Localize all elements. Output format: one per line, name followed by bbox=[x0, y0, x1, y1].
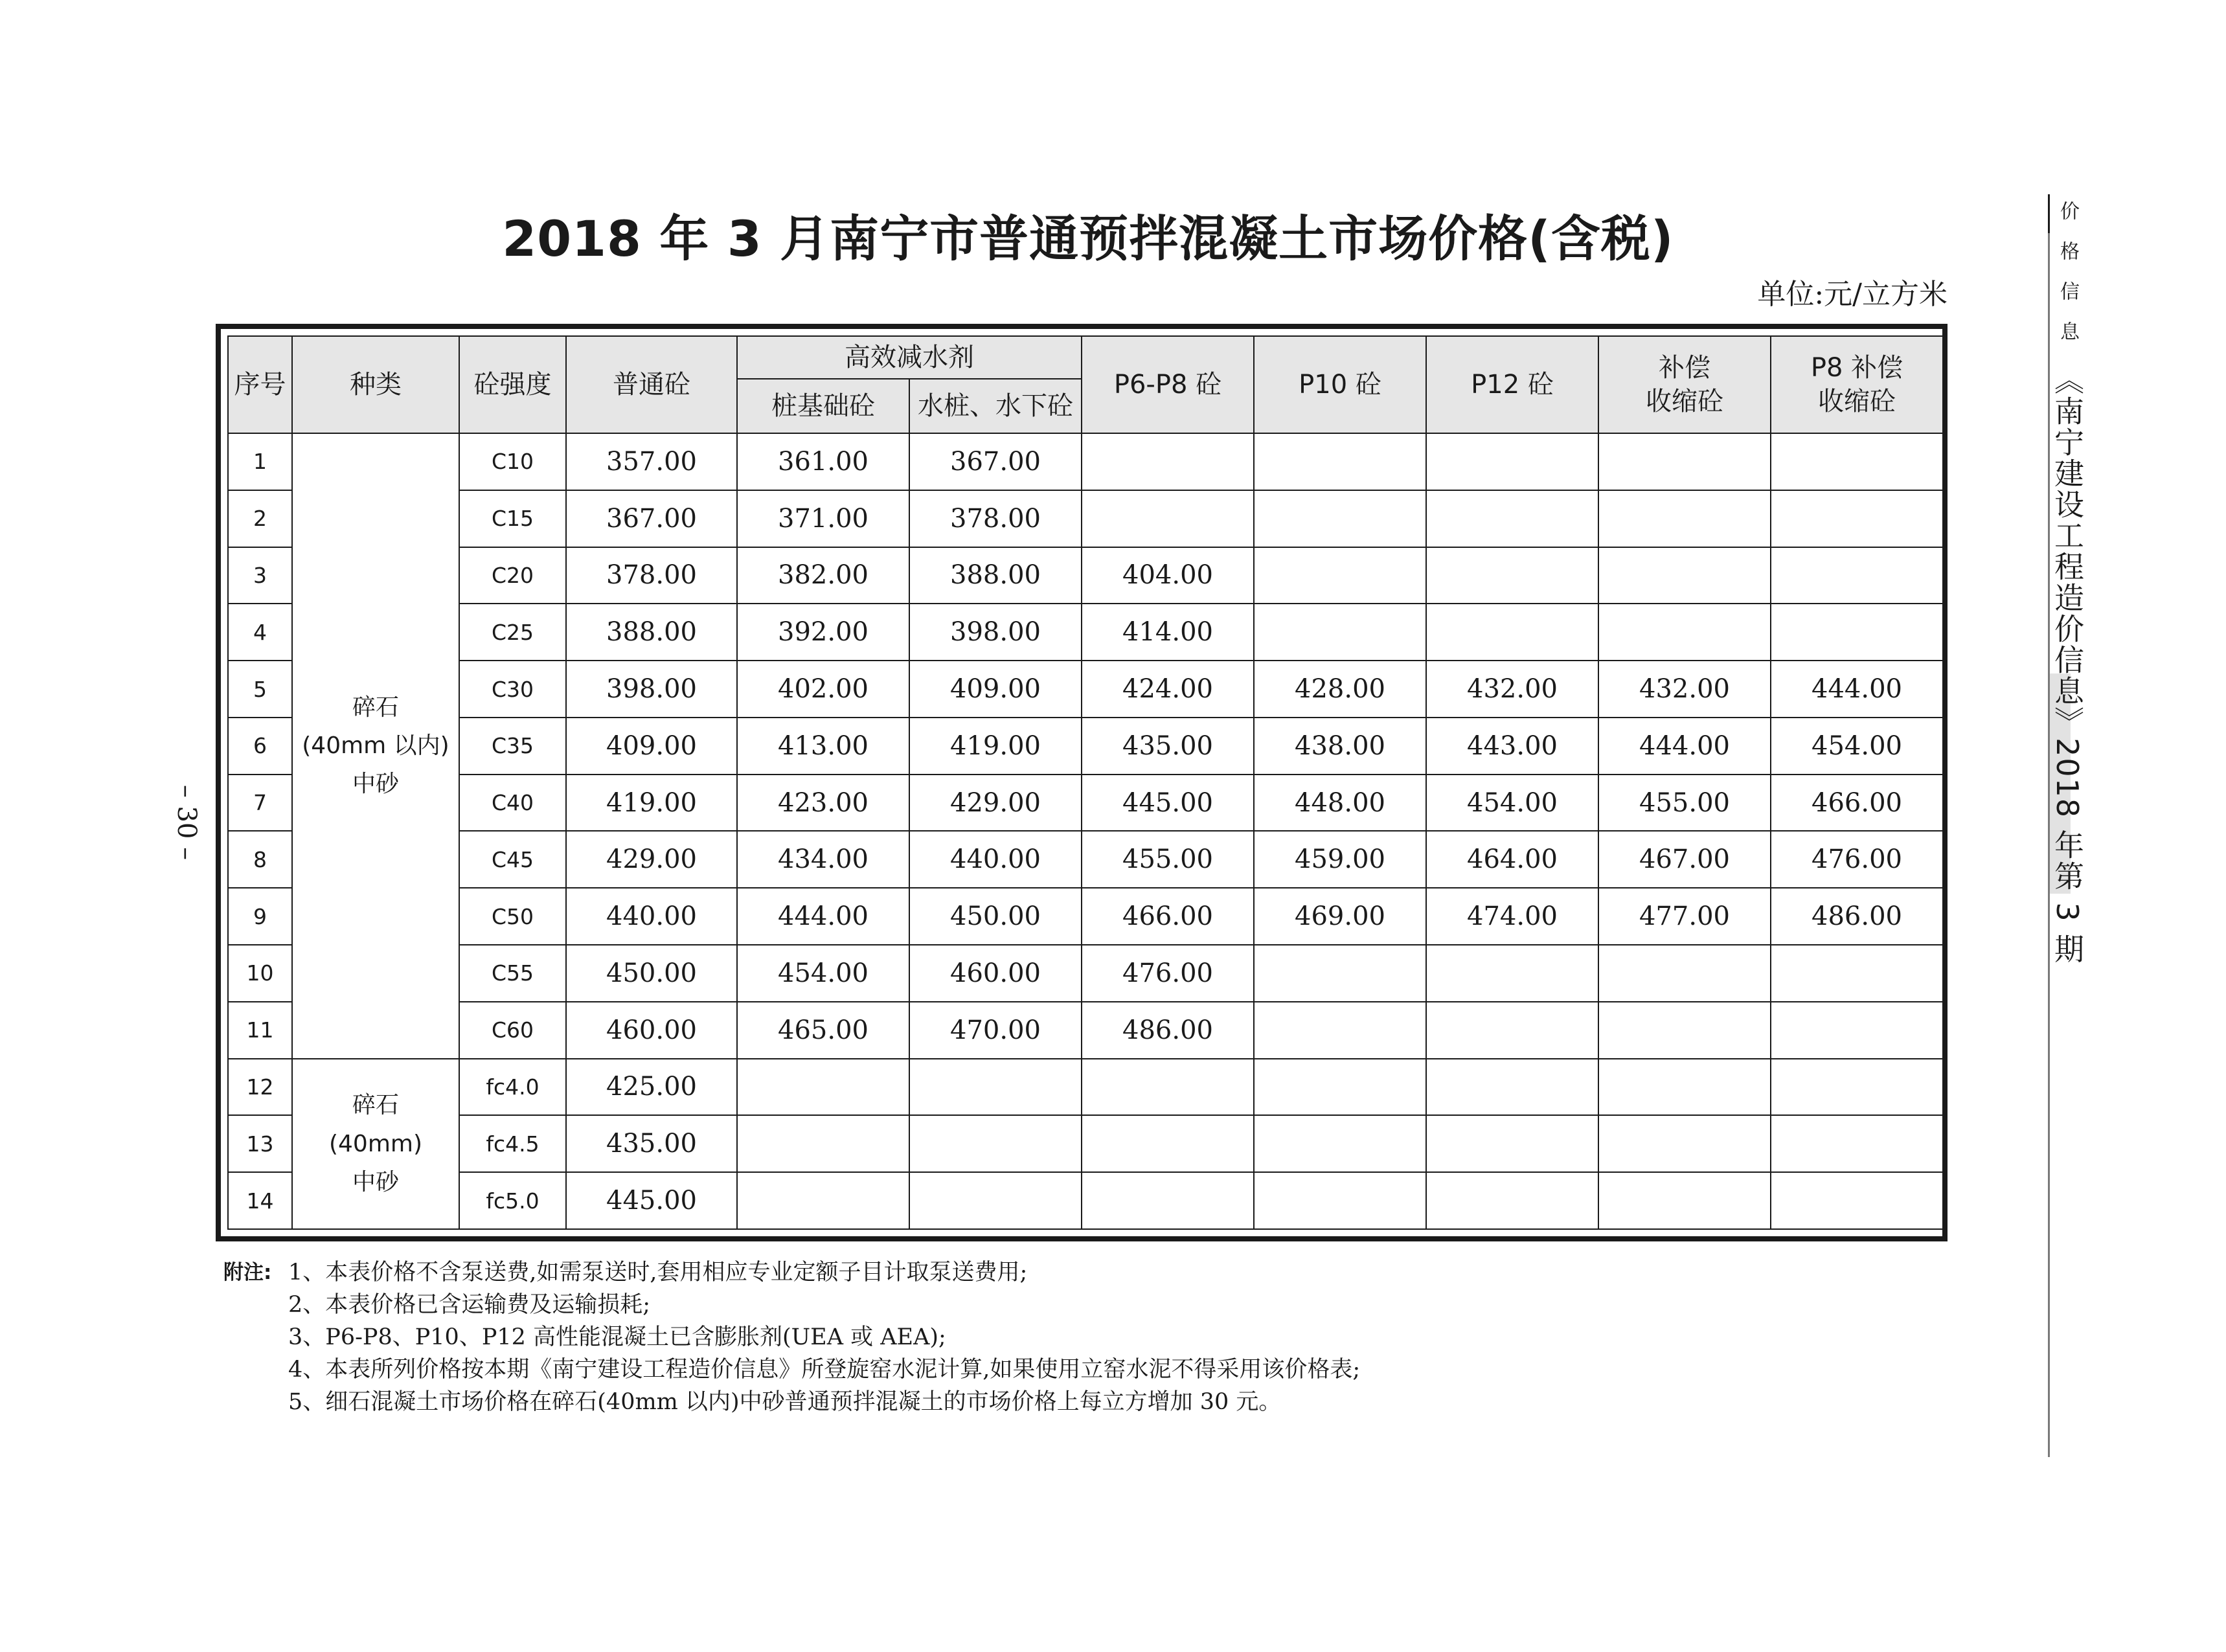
page-title: 2018 年 3 月南宁市普通预拌混凝土市场价格(含税) bbox=[502, 210, 1674, 267]
header-pile-foundation: 桩基础砼 bbox=[737, 379, 909, 433]
table-row bbox=[228, 604, 1943, 661]
cell-p8-comp bbox=[1771, 1059, 1943, 1116]
cell-p8-comp: 476.00 bbox=[1771, 831, 1943, 888]
header-seq: 序号 bbox=[228, 336, 292, 433]
header-grade: 砼强度 bbox=[459, 336, 566, 433]
cell-p12 bbox=[1426, 433, 1598, 490]
cell-pile-underwater: 450.00 bbox=[909, 888, 1082, 945]
table-row bbox=[228, 888, 1943, 945]
header-normal: 普通砼 bbox=[566, 336, 737, 433]
cell-grade: C50 bbox=[459, 888, 566, 945]
notes-label: 附注: bbox=[223, 1261, 272, 1284]
cell-seq: 9 bbox=[228, 888, 292, 945]
cell-p10 bbox=[1254, 547, 1426, 604]
table-row bbox=[228, 490, 1943, 547]
cell-p6p8 bbox=[1082, 490, 1254, 547]
note-row bbox=[223, 1386, 1972, 1418]
cell-comp-shrink bbox=[1598, 945, 1771, 1002]
note-row bbox=[223, 1321, 1972, 1353]
kind-line: (40mm 以内) bbox=[302, 732, 449, 760]
cell-p12: 443.00 bbox=[1426, 718, 1598, 775]
cell-comp-shrink: 432.00 bbox=[1598, 661, 1771, 718]
cell-p6p8 bbox=[1082, 1172, 1254, 1229]
cell-seq: 1 bbox=[228, 433, 292, 490]
cell-grade: C35 bbox=[459, 718, 566, 775]
cell-comp-shrink bbox=[1598, 1172, 1771, 1229]
cell-grade: C60 bbox=[459, 1002, 566, 1059]
cell-pile-foundation: 382.00 bbox=[737, 547, 909, 604]
cell-p6p8: 424.00 bbox=[1082, 661, 1254, 718]
note-item: 1、本表价格不含泵送费,如需泵送时,套用相应专业定额子目计取泵送费用; bbox=[288, 1260, 1028, 1285]
cell-p12: 464.00 bbox=[1426, 831, 1598, 888]
cell-pile-foundation: 423.00 bbox=[737, 775, 909, 832]
header-row bbox=[228, 336, 1943, 379]
cell-comp-shrink bbox=[1598, 1002, 1771, 1059]
cell-p10 bbox=[1254, 1115, 1426, 1172]
header-p10: P10 砼 bbox=[1254, 336, 1426, 433]
cell-comp-shrink: 444.00 bbox=[1598, 718, 1771, 775]
cell-normal: 419.00 bbox=[566, 775, 737, 832]
cell-grade: C30 bbox=[459, 661, 566, 718]
cell-normal: 388.00 bbox=[566, 604, 737, 661]
cell-normal: 425.00 bbox=[566, 1059, 737, 1116]
header-kind: 种类 bbox=[292, 336, 459, 433]
cell-grade: C45 bbox=[459, 831, 566, 888]
cell-seq: 11 bbox=[228, 1002, 292, 1059]
header-superplasticizer: 高效减水剂 bbox=[737, 336, 1082, 379]
cell-pile-underwater: 388.00 bbox=[909, 547, 1082, 604]
cell-comp-shrink bbox=[1598, 604, 1771, 661]
cell-p6p8: 445.00 bbox=[1082, 775, 1254, 832]
cell-p12 bbox=[1426, 604, 1598, 661]
cell-pile-underwater: 409.00 bbox=[909, 661, 1082, 718]
cell-normal: 460.00 bbox=[566, 1002, 737, 1059]
cell-pile-foundation: 465.00 bbox=[737, 1002, 909, 1059]
header-comp-shrink-line2: 收缩砼 bbox=[1646, 387, 1723, 416]
cell-normal: 429.00 bbox=[566, 831, 737, 888]
cell-seq: 12 bbox=[228, 1059, 292, 1116]
cell-p10: 438.00 bbox=[1254, 718, 1426, 775]
cell-grade: fc4.5 bbox=[459, 1115, 566, 1172]
sidebar-running-header bbox=[2050, 201, 2089, 965]
cell-pile-foundation: 402.00 bbox=[737, 661, 909, 718]
cell-pile-foundation: 434.00 bbox=[737, 831, 909, 888]
cell-p10 bbox=[1254, 1002, 1426, 1059]
header-p12: P12 砼 bbox=[1426, 336, 1598, 433]
cell-p8-comp bbox=[1771, 490, 1943, 547]
cell-p8-comp: 486.00 bbox=[1771, 888, 1943, 945]
kind-line: 碎石 bbox=[352, 694, 399, 721]
page-number-text: – 30 – bbox=[172, 784, 202, 861]
cell-pile-underwater bbox=[909, 1115, 1082, 1172]
cell-p8-comp: 466.00 bbox=[1771, 775, 1943, 832]
note-item: 4、本表所列价格按本期《南宁建设工程造价信息》所登旋窑水泥计算,如果使用立窑水泥不得采用该价格表; bbox=[288, 1357, 1361, 1383]
table-row bbox=[228, 1172, 1943, 1229]
cell-p8-comp bbox=[1771, 1002, 1943, 1059]
cell-seq: 14 bbox=[228, 1172, 292, 1229]
table-row bbox=[228, 433, 1943, 490]
cell-pile-foundation bbox=[737, 1059, 909, 1116]
table-row bbox=[228, 547, 1943, 604]
price-table-frame bbox=[216, 324, 1948, 1241]
cell-p6p8: 486.00 bbox=[1082, 1002, 1254, 1059]
cell-p6p8: 414.00 bbox=[1082, 604, 1254, 661]
cell-p12 bbox=[1426, 490, 1598, 547]
cell-seq: 3 bbox=[228, 547, 292, 604]
table-body bbox=[228, 433, 1943, 1229]
cell-comp-shrink bbox=[1598, 547, 1771, 604]
cell-kind bbox=[292, 1059, 459, 1229]
cell-p6p8 bbox=[1082, 1115, 1254, 1172]
table-row bbox=[228, 775, 1943, 832]
cell-p12 bbox=[1426, 547, 1598, 604]
cell-p6p8: 476.00 bbox=[1082, 945, 1254, 1002]
cell-comp-shrink bbox=[1598, 433, 1771, 490]
kind-line: 碎石 bbox=[352, 1092, 399, 1119]
cell-pile-underwater bbox=[909, 1172, 1082, 1229]
header-pile-underwater: 水桩、水下砼 bbox=[909, 379, 1082, 433]
cell-p12: 432.00 bbox=[1426, 661, 1598, 718]
cell-p12 bbox=[1426, 1115, 1598, 1172]
cell-comp-shrink bbox=[1598, 490, 1771, 547]
cell-p10 bbox=[1254, 490, 1426, 547]
cell-comp-shrink: 455.00 bbox=[1598, 775, 1771, 832]
cell-grade: C10 bbox=[459, 433, 566, 490]
cell-normal: 357.00 bbox=[566, 433, 737, 490]
cell-seq: 8 bbox=[228, 831, 292, 888]
cell-p10 bbox=[1254, 433, 1426, 490]
price-table bbox=[227, 335, 1944, 1230]
note-row bbox=[223, 1289, 1972, 1321]
cell-grade: C40 bbox=[459, 775, 566, 832]
cell-p8-comp bbox=[1771, 547, 1943, 604]
cell-pile-underwater: 460.00 bbox=[909, 945, 1082, 1002]
table-row bbox=[228, 1002, 1943, 1059]
sidebar-section: 价格信息 bbox=[2056, 201, 2079, 361]
cell-pile-foundation bbox=[737, 1172, 909, 1229]
cell-comp-shrink: 467.00 bbox=[1598, 831, 1771, 888]
cell-p8-comp bbox=[1771, 1172, 1943, 1229]
cell-grade: C15 bbox=[459, 490, 566, 547]
cell-p6p8: 466.00 bbox=[1082, 888, 1254, 945]
cell-pile-underwater: 419.00 bbox=[909, 718, 1082, 775]
cell-p10: 448.00 bbox=[1254, 775, 1426, 832]
cell-p10 bbox=[1254, 1172, 1426, 1229]
cell-p6p8 bbox=[1082, 433, 1254, 490]
note-row bbox=[223, 1256, 1972, 1289]
cell-p8-comp bbox=[1771, 604, 1943, 661]
note-item: 5、细石混凝土市场价格在碎石(40mm 以内)中砂普通预拌混凝土的市场价格上每立方增加 30 元。 bbox=[288, 1389, 1282, 1415]
cell-pile-foundation: 413.00 bbox=[737, 718, 909, 775]
cell-p12 bbox=[1426, 1059, 1598, 1116]
cell-seq: 7 bbox=[228, 775, 292, 832]
cell-p10 bbox=[1254, 945, 1426, 1002]
cell-p12 bbox=[1426, 1002, 1598, 1059]
header-p8-comp-line2: 收缩砼 bbox=[1818, 387, 1896, 416]
header-comp-shrink bbox=[1598, 336, 1771, 433]
cell-p6p8: 435.00 bbox=[1082, 718, 1254, 775]
cell-pile-foundation bbox=[737, 1115, 909, 1172]
cell-p10: 428.00 bbox=[1254, 661, 1426, 718]
cell-grade: C25 bbox=[459, 604, 566, 661]
note-row bbox=[223, 1353, 1972, 1386]
cell-comp-shrink bbox=[1598, 1059, 1771, 1116]
table-row bbox=[228, 661, 1943, 718]
cell-seq: 4 bbox=[228, 604, 292, 661]
cell-pile-foundation: 444.00 bbox=[737, 888, 909, 945]
notes bbox=[223, 1256, 1972, 1418]
cell-comp-shrink bbox=[1598, 1115, 1771, 1172]
cell-pile-foundation: 361.00 bbox=[737, 433, 909, 490]
page-number bbox=[154, 784, 219, 861]
cell-normal: 450.00 bbox=[566, 945, 737, 1002]
cell-p12: 474.00 bbox=[1426, 888, 1598, 945]
cell-normal: 435.00 bbox=[566, 1115, 737, 1172]
cell-normal: 440.00 bbox=[566, 888, 737, 945]
header-comp-shrink-line1: 补偿 bbox=[1659, 353, 1710, 383]
sidebar-publication: 《南宁建设工程造价信息》2018 年第 3 期 bbox=[2050, 365, 2085, 965]
kind-line: (40mm) bbox=[328, 1130, 423, 1157]
table-row bbox=[228, 831, 1943, 888]
header-p8-comp bbox=[1771, 336, 1943, 433]
kind-line: 中砂 bbox=[352, 771, 399, 798]
cell-p12 bbox=[1426, 1172, 1598, 1229]
cell-pile-underwater bbox=[909, 1059, 1082, 1116]
cell-p6p8: 455.00 bbox=[1082, 831, 1254, 888]
cell-p8-comp: 444.00 bbox=[1771, 661, 1943, 718]
table-row bbox=[228, 1059, 1943, 1116]
kind-line: 中砂 bbox=[352, 1168, 399, 1195]
cell-pile-underwater: 429.00 bbox=[909, 775, 1082, 832]
cell-grade: C55 bbox=[459, 945, 566, 1002]
cell-grade: fc5.0 bbox=[459, 1172, 566, 1229]
cell-pile-underwater: 378.00 bbox=[909, 490, 1082, 547]
cell-p10: 469.00 bbox=[1254, 888, 1426, 945]
cell-seq: 10 bbox=[228, 945, 292, 1002]
cell-seq: 2 bbox=[228, 490, 292, 547]
cell-pile-foundation: 371.00 bbox=[737, 490, 909, 547]
cell-normal: 398.00 bbox=[566, 661, 737, 718]
cell-p8-comp: 454.00 bbox=[1771, 718, 1943, 775]
cell-p12 bbox=[1426, 945, 1598, 1002]
cell-seq: 6 bbox=[228, 718, 292, 775]
table-row bbox=[228, 1115, 1943, 1172]
cell-p8-comp bbox=[1771, 1115, 1943, 1172]
cell-pile-underwater: 440.00 bbox=[909, 831, 1082, 888]
cell-comp-shrink: 477.00 bbox=[1598, 888, 1771, 945]
cell-normal: 409.00 bbox=[566, 718, 737, 775]
unit-label: 单位:元/立方米 bbox=[1757, 278, 1948, 311]
header-p6p8: P6-P8 砼 bbox=[1082, 336, 1254, 433]
cell-grade: fc4.0 bbox=[459, 1059, 566, 1116]
cell-pile-foundation: 392.00 bbox=[737, 604, 909, 661]
cell-normal: 378.00 bbox=[566, 547, 737, 604]
cell-seq: 13 bbox=[228, 1115, 292, 1172]
cell-p6p8 bbox=[1082, 1059, 1254, 1116]
cell-seq: 5 bbox=[228, 661, 292, 718]
cell-p10 bbox=[1254, 1059, 1426, 1116]
cell-pile-foundation: 454.00 bbox=[737, 945, 909, 1002]
cell-p8-comp bbox=[1771, 433, 1943, 490]
table-row bbox=[228, 718, 1943, 775]
cell-kind bbox=[292, 433, 459, 1059]
cell-normal: 445.00 bbox=[566, 1172, 737, 1229]
cell-p12: 454.00 bbox=[1426, 775, 1598, 832]
cell-normal: 367.00 bbox=[566, 490, 737, 547]
table-row bbox=[228, 945, 1943, 1002]
cell-grade: C20 bbox=[459, 547, 566, 604]
cell-pile-underwater: 470.00 bbox=[909, 1002, 1082, 1059]
header-p8-comp-line1: P8 补偿 bbox=[1810, 353, 1903, 383]
cell-p10: 459.00 bbox=[1254, 831, 1426, 888]
note-item: 2、本表价格已含运输费及运输损耗; bbox=[288, 1292, 651, 1318]
cell-pile-underwater: 398.00 bbox=[909, 604, 1082, 661]
cell-p6p8: 404.00 bbox=[1082, 547, 1254, 604]
note-item: 3、P6-P8、P10、P12 高性能混凝土已含膨胀剂(UEA 或 AEA); bbox=[288, 1324, 946, 1350]
cell-p8-comp bbox=[1771, 945, 1943, 1002]
cell-pile-underwater: 367.00 bbox=[909, 433, 1082, 490]
cell-p10 bbox=[1254, 604, 1426, 661]
